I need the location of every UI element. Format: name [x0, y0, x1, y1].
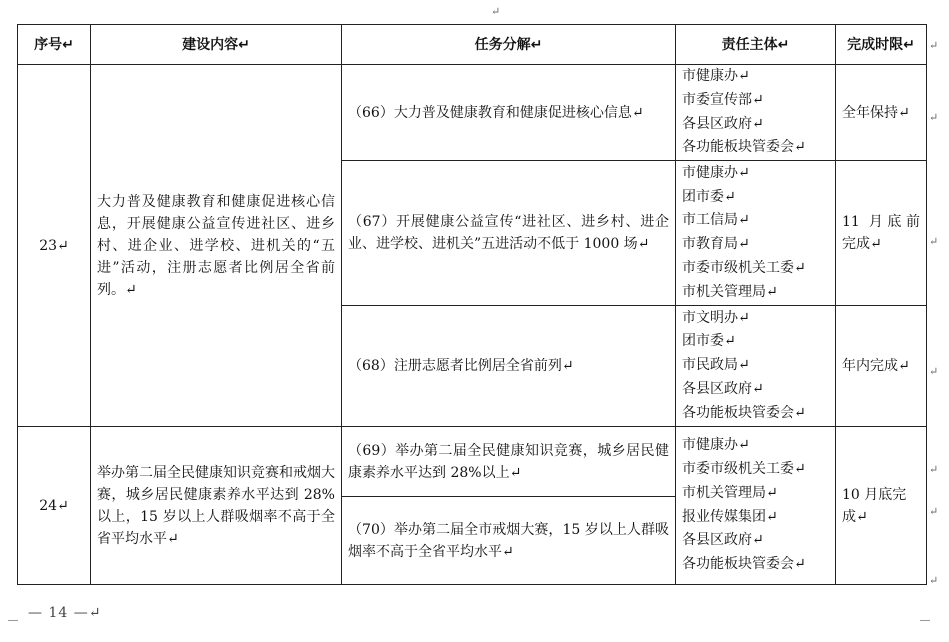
table-row [18, 65, 927, 161]
table-row [18, 427, 927, 497]
owner-item: 各功能板块管委会↵ [682, 404, 806, 421]
owner-item: 市健康办↵ [682, 164, 750, 181]
construction-content: 举办第二届全民健康知识竞赛和戒烟大赛，城乡居民健康素养水平达到 28%以上，15 岁以上人群吸烟率不高于全省平均水平↵ [91, 427, 342, 585]
task-item: （68）注册志愿者比例居全省前列↵ [342, 306, 676, 427]
owner-item: 各县区政府↵ [682, 381, 764, 398]
owner-item: 报业传媒集团↵ [682, 508, 778, 525]
deadline: 11 月底前完成↵ [836, 161, 927, 306]
paragraph-mark: ↵ [491, 5, 501, 18]
header-content: 建设内容↵ [91, 25, 342, 65]
owner-item: 市健康办↵ [682, 437, 750, 454]
owner-list [676, 427, 836, 585]
row-end-mark: ↵ [929, 463, 939, 476]
plan-table [17, 24, 927, 585]
task-item: （66）大力普及健康教育和健康促进核心信息↵ [342, 65, 676, 161]
owner-item: 各县区政府↵ [682, 115, 764, 132]
owner-item: 团市委↵ [682, 188, 736, 205]
deadline: 10 月底完成↵ [836, 427, 927, 585]
owner-item: 各功能板块管委会↵ [682, 139, 806, 156]
owner-item: 市文明办↵ [682, 309, 750, 326]
owner-item: 市教育局↵ [682, 236, 750, 253]
task-item: （70）举办第二届全市戒烟大赛，15 岁以上人群吸烟率不高于全省平均水平↵ [342, 497, 676, 585]
owner-list [676, 306, 836, 427]
page-number: — 14 —↵ [28, 605, 102, 621]
task-item: （69）举办第二届全民健康知识竞赛，城乡居民健康素养水平达到 28%以上↵ [342, 427, 676, 497]
header-no: 序号↵ [18, 25, 91, 65]
owner-item: 市民政局↵ [682, 357, 750, 374]
row-number: 24↵ [18, 427, 91, 585]
construction-content: 大力普及健康教育和健康促进核心信息，开展健康公益宣传进社区、进乡村、进企业、进学校、进机关的“五进”活动，注册志愿者比例居全省前列。↵ [91, 65, 342, 427]
owner-item: 市机关管理局↵ [682, 484, 778, 501]
header-deadline: 完成时限↵ [836, 25, 927, 65]
header-tasks: 任务分解↵ [342, 25, 676, 65]
row-end-mark: ↵ [929, 365, 939, 378]
owner-item: 市机关管理局↵ [682, 283, 778, 300]
row-end-mark: ↵ [929, 574, 939, 587]
row-number: 23↵ [18, 65, 91, 427]
owner-list [676, 161, 836, 306]
row-end-mark: ↵ [929, 111, 939, 124]
owner-item: 市委市级机关工委↵ [682, 461, 806, 478]
deadline: 年内完成↵ [836, 306, 927, 427]
deadline: 全年保持↵ [836, 65, 927, 161]
row-end-mark: ↵ [929, 505, 939, 518]
owner-item: 市健康办↵ [682, 68, 750, 84]
row-end-mark: ↵ [929, 39, 939, 52]
crop-mark-left [8, 620, 18, 631]
owner-item: 团市委↵ [682, 333, 736, 350]
owner-list [676, 65, 836, 161]
crop-mark-right [920, 620, 930, 631]
owner-item: 各功能板块管委会↵ [682, 556, 806, 573]
header-owner: 责任主体↵ [676, 25, 836, 65]
row-end-mark: ↵ [929, 235, 939, 248]
header-row [18, 25, 927, 65]
task-item: （67）开展健康公益宣传“进社区、进乡村、进企业、进学校、进机关”五进活动不低于 1000 场↵ [342, 161, 676, 306]
owner-item: 各县区政府↵ [682, 532, 764, 549]
owner-item: 市委市级机关工委↵ [682, 259, 806, 276]
owner-item: 市工信局↵ [682, 212, 750, 229]
owner-item: 市委宣传部↵ [682, 91, 764, 108]
